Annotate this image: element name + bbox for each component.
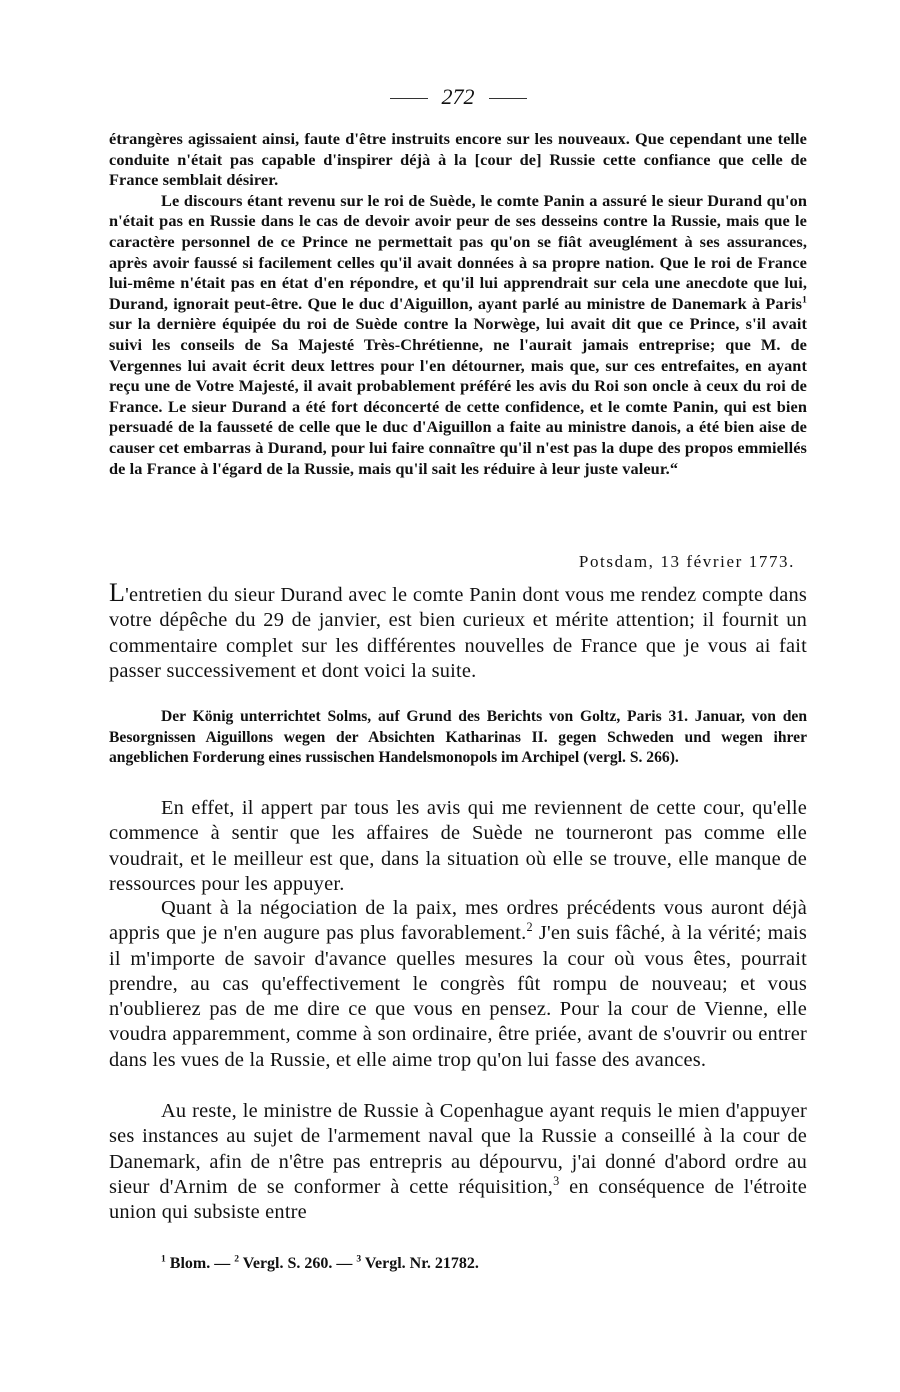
page-header — [109, 85, 807, 109]
letter-paragraph-4-text-1: Au reste, le ministre de Russie à Copenhague ayant requis le mien d'appuyer ses instances au sujet de l'armement naval que la Russie a conseillé à la cour de Danemark, afin de n'être pas entrepris au dépourvu, j'ai donné d'abord ordre au sieur d'Arnim de se conformer à cette réquisition, — [109, 1100, 807, 1198]
document-page — [109, 0, 807, 1392]
quoted-report-text-2: sur la dernière équipée du roi de Suède contre la Norwège, lui avait dit que ce Prince, s'il avait suivi les conseils de Sa Majesté Très-Chrétienne, ne l'aurait jamais entreprise; que M. de Vergennes lui avait écrit deux lettres pour l'en détourner, mais que, sur ces entrefaites, en ayant reçu une de Votre Majesté, il avait probablement préféré les avis du Roi son oncle à ceux du roi de France. Le sieur Durand a été fort déconcerté de cette confidence, et le comte Panin, qui est bien persuadé de la fausseté de celle que le duc d'Aiguillon a faite au ministre danois, a été bien aise de causer cet embarras à Durand, pour lui faire connaître qu'il n'est pas la dupe des propos emmiellés de la France à l'égard de la Russie, mais qu'il sait les réduire à leur juste valeur.“ — [109, 314, 807, 478]
quoted-report-paragraph-1: étrangères agissaient ainsi, faute d'être instruits encore sur les nouveaux. Que cependant une telle conduite n'était pas capable d'inspirer déjà à la [cour de] Russie cette confiance que celle de France semblait désirer. — [109, 129, 807, 190]
editorial-summary: Der König unterrichtet Solms, auf Grund des Berichts von Goltz, Paris 31. Januar, von den Besorgnissen Aiguillons wegen der Absichten Katharinas II. gegen Schweden und wegen ihrer angeblichen Forderung eines russischen Handelsmonopols im Archipel (vergl. S. 266). — [109, 708, 807, 766]
letter-paragraph-4-text-2: en conséquence de l'étroite union qui subsiste entre — [109, 1175, 807, 1224]
footnote-ref-1: 1 — [802, 294, 807, 306]
letter-paragraph-3-text-1: Quant à la négociation de la paix, mes ordres précédents vous auront déjà appris que je n'en augure pas plus favorablement. — [109, 897, 807, 945]
quoted-report — [109, 129, 807, 479]
footnote-3-text: Vergl. Nr. 21782. — [361, 1255, 479, 1272]
dateline: Potsdam, 13 février 1773. — [578, 552, 795, 571]
letter-paragraph-3-text-2: J'en suis fâché, à la vérité; mais il m'importe de savoir d'avance quelles mesures la cour où vous êtes, pourrait prendre, au cas qu'effectivement le congrès fût rompu de nouveau; et vous n'oublierez pas de me dire ce que vous en pensez. Pour la cour de Vienne, elle voudra apparemment, comme à son ordinaire, être priée, avant de s'ouvrir ou entrer dans les vues de la Russie, et elle aime trop qu'on lui fasse des avances. — [109, 922, 807, 1071]
letter-paragraph-1 — [109, 580, 807, 684]
letter-paragraph-4 — [109, 1099, 807, 1225]
header-rule-left — [390, 98, 428, 99]
quoted-report-paragraph-2 — [109, 191, 807, 479]
footnote-2-mark: 2 — [234, 1253, 240, 1265]
header-rule-right — [489, 98, 527, 99]
quoted-report-text-1: Le discours étant revenu sur le roi de Suède, le comte Panin a assuré le sieur Durand qu'on n'était pas en Russie dans le cas de devoir avoir peur de ses desseins contre la Russie, mais que le caractère personnel de ce Prince ne permettait pas qu'on se fiât aveuglément à ses assurances, après avoir faussé si facilement celles qu'il avait données à sa propre nation. Que le roi de France lui-même n'était pas en état d'en répondre, et qu'il lui apprendrait sur cela une anecdote que lui, Durand, ignorait peut-être. Que le duc d'Aiguillon, ayant parlé au ministre de Danemark à Paris — [109, 190, 807, 313]
letter-paragraph-2: En effet, il appert par tous les avis qui me reviennent de cette cour, qu'elle commence à sentir que les affaires de Suède ne tourneront pas comme elle voudrait, et le meilleur est que, dans la situation où elle se trouve, elle manque de ressources pour les appuyer. — [109, 797, 807, 895]
letter-paragraph-3 — [109, 896, 807, 1073]
footnote-ref-3: 3 — [553, 1174, 560, 1189]
page-number: 272 — [441, 84, 475, 109]
footnote-1-mark: 1 — [161, 1253, 166, 1265]
footnote-1-text: Blom. — — [165, 1255, 235, 1272]
footnote-3-mark: 3 — [356, 1253, 362, 1265]
footnotes — [161, 1253, 479, 1275]
initial-letter: L — [109, 578, 126, 607]
footnote-2-text: Vergl. S. 260. — — [239, 1255, 357, 1272]
letter-paragraph-1-text: 'entretien du sieur Durand avec le comte Panin dont vous me rendez compte dans votre dépêche du 29 de janvier, est bien curieux et mérite attention; il fournit un commentaire complet sur les différentes nouvelles de France que je vous ai fait passer successivement et dont voici la suite. — [109, 584, 807, 682]
footnote-ref-2: 2 — [526, 920, 533, 935]
